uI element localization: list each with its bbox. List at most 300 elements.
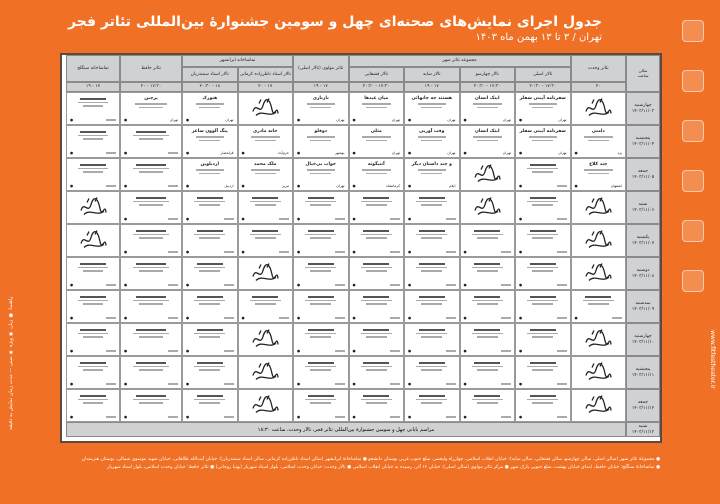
credit-line (361, 333, 392, 334)
language-icon: ● (186, 150, 190, 155)
credit-line (310, 173, 331, 174)
show-city (168, 251, 178, 252)
show-cell[interactable] (293, 389, 349, 422)
show-city (446, 251, 456, 252)
credit-line (133, 234, 168, 235)
show-title (252, 230, 278, 232)
language-icon: ● (352, 282, 356, 287)
show-cell[interactable] (515, 257, 571, 290)
show-title (136, 296, 166, 298)
language-icon: ● (352, 381, 356, 386)
show-cell[interactable] (404, 92, 460, 125)
show-title: دوقلو (314, 129, 328, 134)
show-title (363, 362, 389, 364)
show-cell[interactable] (460, 191, 516, 224)
show-city: اردبیل (224, 183, 234, 188)
language-icon: ● (352, 150, 356, 155)
day-cell (626, 257, 660, 290)
credit-line (421, 107, 442, 108)
hall-header: تالار استاد سمندریان (182, 67, 238, 82)
show-cell[interactable] (349, 389, 405, 422)
sponsor-logo-icon (682, 120, 704, 142)
hall-header: تالار قشقایی (349, 67, 405, 82)
show-cell[interactable] (182, 125, 238, 158)
show-cell[interactable] (404, 257, 460, 290)
show-title (197, 362, 223, 364)
language-icon: ● (408, 117, 412, 122)
show-cell[interactable] (349, 323, 405, 356)
credit-line (362, 136, 391, 137)
show-cell[interactable] (515, 356, 571, 389)
show-cell[interactable] (238, 323, 294, 356)
show-cell[interactable] (120, 323, 182, 356)
credit-line (527, 399, 558, 400)
credit-line (199, 237, 220, 238)
credit-line (418, 103, 447, 104)
language-icon: ● (297, 183, 301, 188)
credit-line (255, 173, 276, 174)
language-icon: ● (297, 348, 301, 353)
language-icon: ● (241, 315, 245, 320)
ministry-logo-icon (682, 70, 704, 92)
language-icon: ● (186, 348, 190, 353)
schedule-table (60, 53, 662, 443)
show-cell[interactable] (120, 92, 182, 125)
show-cell[interactable] (66, 356, 120, 389)
show-cell[interactable] (404, 290, 460, 323)
show-cell[interactable] (571, 125, 627, 158)
show-cell[interactable] (238, 191, 294, 224)
credit-line (196, 169, 225, 170)
show-cell[interactable] (120, 158, 182, 191)
show-cell[interactable] (66, 224, 120, 257)
language-icon: ● (352, 117, 356, 122)
day-name: جمعه (638, 168, 648, 174)
credit-line (133, 366, 168, 367)
show-title: ملک محمد (254, 162, 277, 167)
language-icon: ● (124, 117, 128, 122)
show-cell[interactable] (238, 92, 294, 125)
credit-line (78, 300, 108, 301)
time-header: ۱۸ - ۲۰:۳۰ (182, 82, 238, 92)
credit-line (83, 369, 104, 370)
credit-line (199, 402, 220, 403)
show-title (419, 230, 445, 232)
show-title (197, 263, 223, 265)
show-title (136, 263, 166, 265)
show-title (363, 329, 389, 331)
show-cell[interactable] (293, 257, 349, 290)
show-city (501, 350, 511, 351)
day-cell (626, 224, 660, 257)
credit-line (78, 399, 108, 400)
show-cell[interactable] (66, 158, 120, 191)
show-cell[interactable] (120, 191, 182, 224)
credit-line (199, 303, 220, 304)
credit-line (584, 136, 613, 137)
show-cell[interactable] (515, 125, 571, 158)
time-header: ۱۷ - ۱۹ (404, 82, 460, 92)
credit-line (416, 366, 447, 367)
day-date: ۱۴۰۳/۱۱/۰۵ (631, 174, 655, 180)
credit-line (83, 270, 104, 271)
hall-header: تالار اصلی (515, 67, 571, 82)
credit-line (472, 366, 503, 367)
show-cell[interactable] (182, 290, 238, 323)
show-city: تهران (169, 117, 178, 122)
language-icon: ● (297, 315, 301, 320)
day-cell (626, 191, 660, 224)
language-icon: ● (519, 315, 523, 320)
time-header: ۱۷:۳۰ - ۲۰ (120, 82, 182, 92)
show-title (80, 395, 105, 397)
credit-line (588, 303, 609, 304)
show-title (363, 230, 389, 232)
show-cell[interactable] (182, 191, 238, 224)
festival-calligraphy-logo-icon (250, 97, 280, 120)
show-city (224, 218, 234, 219)
credit-line (83, 303, 104, 304)
show-cell[interactable] (238, 158, 294, 191)
show-cell[interactable] (404, 323, 460, 356)
show-cell[interactable] (515, 158, 571, 191)
credit-line (477, 402, 498, 403)
show-cell[interactable] (120, 224, 182, 257)
language-icon: ● (463, 315, 467, 320)
language-icon: ● (241, 249, 245, 254)
credit-line (250, 201, 281, 202)
language-icon: ● (241, 183, 245, 188)
show-city (501, 416, 511, 417)
credit-line (366, 270, 387, 271)
show-title (308, 395, 334, 397)
show-city (557, 251, 567, 252)
show-city (168, 185, 178, 186)
credit-line (194, 399, 225, 400)
show-cell[interactable] (571, 158, 627, 191)
show-cell[interactable] (404, 125, 460, 158)
language-icon: ● (408, 249, 412, 254)
credit-line (472, 333, 503, 334)
language-icon: ● (186, 249, 190, 254)
show-cell[interactable] (460, 389, 516, 422)
language-icon: ● (124, 216, 128, 221)
show-title (136, 230, 166, 232)
credit-line (133, 168, 168, 169)
show-cell[interactable] (349, 257, 405, 290)
show-title (363, 296, 389, 298)
show-city (106, 119, 116, 120)
show-city (390, 218, 400, 219)
show-city (501, 383, 511, 384)
festival-calligraphy-logo-icon (472, 196, 502, 219)
show-city (106, 383, 116, 384)
credit-line (532, 107, 553, 108)
show-cell[interactable] (238, 257, 294, 290)
day-date: ۱۴۰۳/۱۱/۱۲ (631, 405, 655, 411)
show-cell[interactable] (66, 290, 120, 323)
group-header: مجموعه تئاتر شهر (349, 55, 571, 67)
show-cell[interactable] (515, 290, 571, 323)
festival-calligraphy-logo-icon (472, 163, 502, 186)
show-cell[interactable] (293, 356, 349, 389)
credit-line (361, 399, 392, 400)
show-city: تهران (502, 117, 511, 122)
day-name: شنبه (638, 201, 648, 207)
show-title: خانه مادری (253, 129, 278, 134)
language-icon: ● (70, 414, 74, 419)
show-title (363, 197, 389, 199)
show-title (419, 395, 445, 397)
credit-line (477, 140, 498, 141)
show-title (308, 263, 334, 265)
group-header: تئاتر مولوی (تالار اصلی) (293, 55, 349, 82)
show-cell[interactable] (120, 389, 182, 422)
credit-line (194, 366, 225, 367)
show-city (557, 350, 567, 351)
show-cell[interactable] (460, 125, 516, 158)
show-title (474, 395, 500, 397)
show-city (446, 284, 456, 285)
credit-line (139, 237, 163, 238)
hall-header: تالار چهارسو (460, 67, 516, 82)
credit-line (83, 105, 104, 106)
show-city (335, 416, 345, 417)
show-cell[interactable] (515, 92, 571, 125)
show-city (224, 383, 234, 384)
language-icon: ● (352, 348, 356, 353)
day-name: جمعه (638, 399, 648, 405)
language-icon: ● (297, 282, 301, 287)
show-cell[interactable] (571, 224, 627, 257)
show-cell[interactable] (120, 257, 182, 290)
show-cell[interactable] (349, 125, 405, 158)
show-title (585, 296, 611, 298)
show-city (446, 383, 456, 384)
show-city (390, 383, 400, 384)
show-cell[interactable] (571, 191, 627, 224)
show-cell[interactable] (66, 389, 120, 422)
show-cell[interactable] (404, 356, 460, 389)
group-header: تماشاخانه ایرانشهر (182, 55, 293, 67)
credit-line (199, 107, 220, 108)
show-cell[interactable] (182, 323, 238, 356)
show-cell[interactable] (120, 356, 182, 389)
show-title (80, 98, 105, 100)
credit-line (251, 136, 280, 137)
credit-line (362, 103, 391, 104)
show-cell[interactable] (293, 224, 349, 257)
credit-line (133, 267, 168, 268)
show-cell[interactable] (293, 92, 349, 125)
show-cell[interactable] (238, 356, 294, 389)
credit-line (133, 300, 168, 301)
show-cell[interactable] (515, 224, 571, 257)
language-icon: ● (519, 381, 523, 386)
show-cell[interactable] (571, 356, 627, 389)
show-cell[interactable] (460, 290, 516, 323)
closing-ceremony-notice: مراسم پایانی چهل و سومین جشنوارهٔ بین‌المللی تئاتر فجر، تالار وحدت، ساعت ۱۸:۳۰ (66, 422, 626, 437)
website-link[interactable]: www.fitfestheater.ir (709, 330, 716, 389)
show-city (557, 383, 567, 384)
show-city (224, 350, 234, 351)
show-cell[interactable] (515, 323, 571, 356)
show-cell[interactable] (571, 389, 627, 422)
show-cell[interactable] (182, 92, 238, 125)
language-icon: ● (408, 414, 412, 419)
show-cell[interactable] (349, 158, 405, 191)
legend: راهنما: ● زبان ◉ ویژه ✱ سنی — مدت زمان نمایش به دقیقه (8, 296, 14, 430)
credit-line (139, 107, 163, 108)
language-icon: ● (70, 183, 74, 188)
show-cell[interactable] (349, 191, 405, 224)
show-title (530, 362, 556, 364)
show-cell[interactable] (182, 224, 238, 257)
credit-line (305, 366, 336, 367)
language-icon: ● (70, 117, 74, 122)
show-cell[interactable] (66, 92, 120, 125)
show-cell[interactable] (182, 356, 238, 389)
credit-line (421, 303, 442, 304)
festival-logo-icon (682, 20, 704, 42)
language-icon: ● (408, 183, 412, 188)
show-city: کرمانشاه (386, 183, 400, 188)
festival-calligraphy-logo-icon (250, 262, 280, 285)
sponsor-logo-icon (682, 220, 704, 242)
credit-line (584, 169, 613, 170)
language-icon: ● (297, 117, 301, 122)
show-cell[interactable] (293, 191, 349, 224)
language-icon: ● (297, 216, 301, 221)
show-cell[interactable] (460, 356, 516, 389)
show-city (446, 317, 456, 318)
day-cell (626, 356, 660, 389)
credit-line (527, 234, 558, 235)
credit-line (139, 336, 163, 337)
show-title (252, 296, 278, 298)
show-cell[interactable] (238, 389, 294, 422)
show-cell[interactable] (293, 290, 349, 323)
show-cell[interactable] (460, 323, 516, 356)
show-cell[interactable] (515, 389, 571, 422)
show-city (335, 350, 345, 351)
show-cell[interactable] (571, 290, 627, 323)
show-cell[interactable] (238, 224, 294, 257)
show-city (390, 284, 400, 285)
show-title (419, 263, 445, 265)
show-cell[interactable] (404, 158, 460, 191)
show-cell[interactable] (349, 290, 405, 323)
show-cell[interactable] (66, 191, 120, 224)
show-cell[interactable] (182, 158, 238, 191)
show-cell[interactable] (460, 257, 516, 290)
day-date: ۱۴۰۳/۱۱/۱۰ (631, 339, 655, 345)
show-title (136, 131, 166, 133)
show-cell[interactable] (66, 125, 120, 158)
language-icon: ● (352, 414, 356, 419)
language-icon: ● (519, 183, 523, 188)
credit-line (416, 201, 447, 202)
language-icon: ● (297, 249, 301, 254)
festival-calligraphy-logo-icon (78, 196, 108, 219)
show-city (446, 416, 456, 417)
show-cell[interactable] (120, 290, 182, 323)
credit-line (310, 237, 331, 238)
show-title (197, 329, 223, 331)
show-cell[interactable] (460, 92, 516, 125)
show-cell[interactable] (66, 323, 120, 356)
show-cell[interactable] (120, 125, 182, 158)
show-city: بوشهر (334, 150, 345, 155)
show-cell[interactable] (238, 125, 294, 158)
show-cell[interactable] (349, 224, 405, 257)
show-cell[interactable] (571, 257, 627, 290)
show-city: تهران (225, 117, 234, 122)
show-city (279, 251, 289, 252)
credit-line (199, 270, 220, 271)
show-city (106, 317, 116, 318)
show-cell[interactable] (349, 356, 405, 389)
credit-line (532, 140, 553, 141)
show-cell[interactable] (460, 158, 516, 191)
day-cell (626, 125, 660, 158)
title-bar (40, 14, 602, 43)
show-city (106, 152, 116, 153)
show-title (530, 296, 556, 298)
show-cell[interactable] (571, 92, 627, 125)
day-date: ۱۴۰۳/۱۱/۰۶ (631, 207, 655, 213)
language-icon: ● (124, 183, 128, 188)
show-title: سفرنامه آیینی سفلر (519, 129, 566, 134)
language-icon: ● (519, 348, 523, 353)
credit-line (588, 173, 609, 174)
address-line: ● مجموعهٔ تئاتر شهر (سالن اصلی، سالن چهارسو، سالن قشقایی، سالن سایه): خیابان انقلاب اسلامی، چهارراه ولیعصر، ضلع جنوب غربی بوستان دانشجو ● تماشاخانهٔ ایرانشهر (سالن استاد ناظرزاده کرمانی، سالن استاد سمندریان): خیابان آیت‌الله طالقانی، خیابان شهید موسوی شمالی، بوستان هنرمندان (81, 457, 660, 462)
credit-line (477, 369, 498, 370)
credit-line (366, 303, 387, 304)
language-icon: ● (408, 282, 412, 287)
festival-calligraphy-logo-icon (250, 394, 280, 417)
show-cell[interactable] (293, 158, 349, 191)
show-cell[interactable] (293, 323, 349, 356)
show-cell[interactable] (66, 257, 120, 290)
show-city (279, 317, 289, 318)
show-cell[interactable] (460, 224, 516, 257)
show-cell[interactable] (404, 191, 460, 224)
show-city (557, 185, 567, 186)
credit-line (477, 303, 498, 304)
show-cell[interactable] (404, 389, 460, 422)
show-cell[interactable] (404, 224, 460, 257)
show-title: خواب بی‌خیال (305, 162, 337, 167)
show-cell[interactable] (515, 191, 571, 224)
show-cell[interactable] (293, 125, 349, 158)
language-icon: ● (70, 381, 74, 386)
day-name: شنبه (638, 423, 648, 429)
show-cell[interactable] (182, 389, 238, 422)
credit-line (532, 336, 553, 337)
language-icon: ● (463, 414, 467, 419)
language-icon: ● (124, 282, 128, 287)
show-cell[interactable] (238, 290, 294, 323)
credit-line (255, 237, 276, 238)
language-icon: ● (186, 216, 190, 221)
show-cell[interactable] (571, 323, 627, 356)
show-cell[interactable] (182, 257, 238, 290)
credit-line (194, 333, 225, 334)
show-cell[interactable] (349, 92, 405, 125)
show-city (501, 251, 511, 252)
credit-line (139, 138, 163, 139)
